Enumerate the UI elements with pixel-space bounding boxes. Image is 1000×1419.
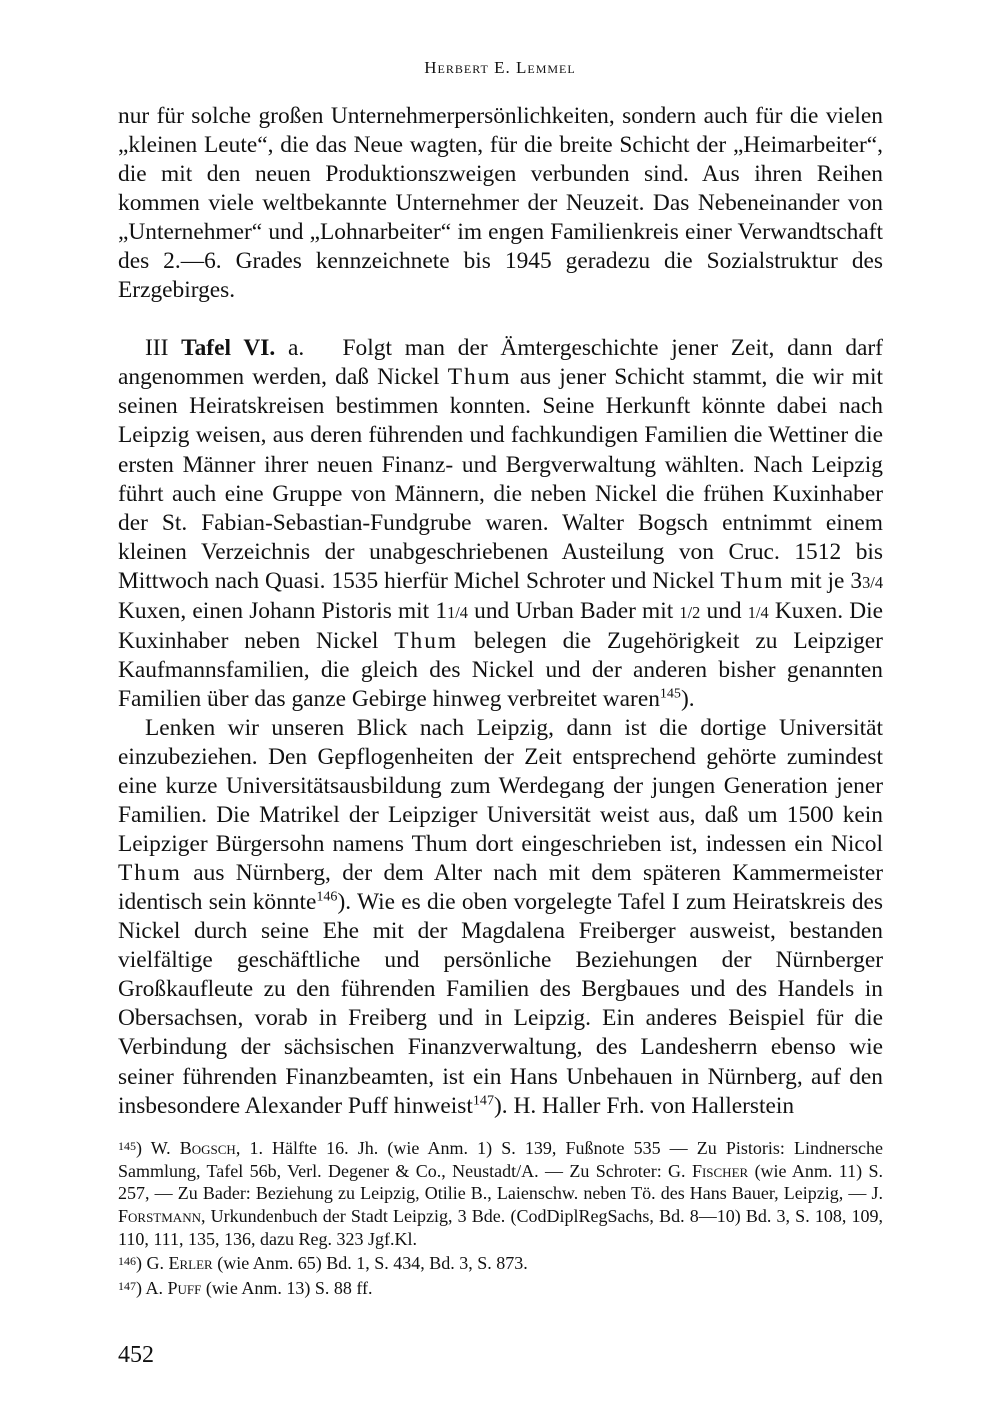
- tafel-label: Tafel VI.: [181, 335, 276, 362]
- footnote-146: [118, 1250, 883, 1275]
- text-run: (wie Anm. 65) Bd. 1, S. 434, Bd. 3, S. 873.: [217, 1253, 528, 1274]
- text-run: mit je 3: [790, 567, 863, 594]
- paragraph-tafel: [118, 334, 883, 714]
- footnote-145: [118, 1135, 883, 1250]
- text-run: und: [706, 597, 742, 624]
- name-spaced: Thum: [720, 567, 785, 594]
- text-run: ). H. Haller Frh. von Hallerstein: [493, 1092, 795, 1119]
- body-text: [118, 102, 883, 1121]
- text-run: , 1. Hälfte 16. Jh. (wie Anm. 1) S. 139, Fußnote 535 — Zu Pistoris: Lindnersche Sammlung, Tafel 56b, Verl. Degener & Co., Neustadt/A. — Zu Schroter: G.: [118, 1138, 884, 1181]
- page-number: 452: [118, 1342, 154, 1368]
- fraction: 1/4: [447, 602, 468, 622]
- fraction: 1/4: [747, 602, 769, 622]
- tafel-sub: a.: [287, 335, 305, 362]
- author-name: Erler: [168, 1253, 213, 1274]
- text-run: Kuxen. Die Kuxinhaber neben Nickel: [118, 597, 883, 654]
- fraction: 1/2: [679, 602, 701, 622]
- footnotes: [118, 1135, 883, 1300]
- fraction: 3/4: [862, 572, 883, 592]
- text-run: (wie Anm. 11) S. 257, — Zu Bader: Beziehung zu Leipzig, Otilie B., Laienschw. neben Tö. des Hans Bauer, Leipzig, — J.: [118, 1160, 884, 1204]
- running-head: Herbert E. Lemmel: [424, 58, 576, 77]
- name-spaced: Thum: [394, 627, 459, 654]
- text-run: belegen die Zugehörigkeit zu Leipziger Kaufmannsfamilien, die gleich des Nickel und der anderen bisher genannten Familien über das ganze Gebirge hinweg verbreitet waren: [118, 627, 883, 712]
- footnote-number: 146: [118, 1254, 136, 1269]
- name-spaced: Thum: [447, 364, 512, 391]
- name-spaced: Thum: [118, 860, 182, 887]
- footnote-ref[interactable]: 147: [472, 1092, 494, 1109]
- footnote-147: [118, 1275, 883, 1300]
- text-run: ). Wie es die oben vorgelegte Tafel I zum Heiratskreis des Nickel durch seine Ehe mit der Magdalena Freiberger ausweist, bestanden vielfältige geschäftliche und persönliche Beziehungen der Nürnberger Großkaufleute zu den führenden Familien des Bergbaues und des Handels in Obersachsen, vorab in Freiberg und in Leipzig. Ein anderes Beispiel für die Verbindung der sächsischen Finanzverwaltung, des Landesherrn ebenso wie seiner führenden Finanzbeamten, ist ein Hans Unbehauen in Nürnberg, auf den insbesondere Alexander Puff hinweist: [118, 889, 883, 1119]
- footnote-number: 147: [118, 1278, 136, 1293]
- author-name: Puff: [167, 1278, 202, 1299]
- text-run: und Urban Bader mit: [474, 597, 674, 624]
- author-name: Forstmann: [118, 1205, 201, 1226]
- text-run: ).: [680, 685, 695, 712]
- paragraph-continuation: nur für solche großen Unternehmerpersönlichkeiten, sondern auch für die vielen „kleinen Leute“, die das Neue wagten, für die breite Schicht der „Heimarbeiter“, die mit den neuen Produktionszweigen verbunden sind. Aus ihren Reihen kommen viele weltbekannte Unternehmer der Neuzeit. Das Nebeneinander von „Unternehmer“ und „Lohnarbeiter“ im engen Familienkreis einer Verwandtschaft des 2.—6. Grades kennzeichnete bis 1945 geradezu die Sozialstruktur des Erzgebirges.: [118, 103, 883, 304]
- text-run: aus jener Schicht stammt, die wir mit seinen Heiratskreisen bestimmen konnten. Seine Herkunft könnte dabei nach Leipzig weisen, aus deren führenden und fachkundigen Familien die Wettiner die ersten Männer ihrer neuen Finanz- und Bergverwaltung wählten. Nach Leipzig führt auch eine Gruppe von Männern, die neben Nickel die frühen Kuxinhaber der St. Fabian-Sebastian-Fundgrube waren. Walter Bogsch entnimmt einem kleinen Verzeichnis der unabgeschriebenen Austeilung von Cruc. 1512 bis Mittwoch nach Quasi. 1535 hierfür Michel Schroter und Nickel: [118, 364, 883, 594]
- text-run: aus Nürnberg, der dem Alter nach mit dem späteren Kammermeister identisch sein könnte: [118, 860, 883, 916]
- text-run: ) G.: [136, 1253, 164, 1274]
- footnote-number: 145: [118, 1139, 136, 1153]
- text-run: Folgt man der Ämtergeschichte jener Zeit, dann darf angenommen werden, daß Nickel: [118, 335, 883, 391]
- footnote-ref[interactable]: 145: [659, 685, 681, 702]
- tafel-roman: III: [145, 335, 169, 362]
- author-name: Bogsch: [179, 1138, 236, 1159]
- text-run: Lenken wir unseren Blick nach Leipzig, dann ist die dortige Universität einzubeziehen. Den Gepflogenheiten der Zeit entsprechend gehörte zumindest eine kurze Universitätsausbildung zum Werdegang der jungen Generation jener Familien. Die Matrikel der Leipziger Universität weist aus, daß um 1500 kein Leipziger Bürgersohn namens Thum dort eingeschrieben ist, indessen ein Nicol: [118, 714, 883, 858]
- text-run: ) A.: [136, 1278, 163, 1299]
- author-name: Fischer: [691, 1160, 749, 1181]
- text-run: Kuxen, einen Johann Pistoris mit 1: [118, 597, 448, 624]
- paragraph-leipzig: [118, 714, 883, 1121]
- text-run: , Urkundenbuch der Stadt Leipzig, 3 Bde. (CodDiplRegSachs, Bd. 8—10) Bd. 3, S. 108, 109, 110, 111, 135, 136, dazu Reg. 323 Jgf.Kl.: [118, 1205, 883, 1249]
- footnote-ref[interactable]: 146: [316, 888, 338, 905]
- text-run: ) W.: [136, 1138, 171, 1159]
- text-run: (wie Anm. 13) S. 88 ff.: [205, 1278, 373, 1299]
